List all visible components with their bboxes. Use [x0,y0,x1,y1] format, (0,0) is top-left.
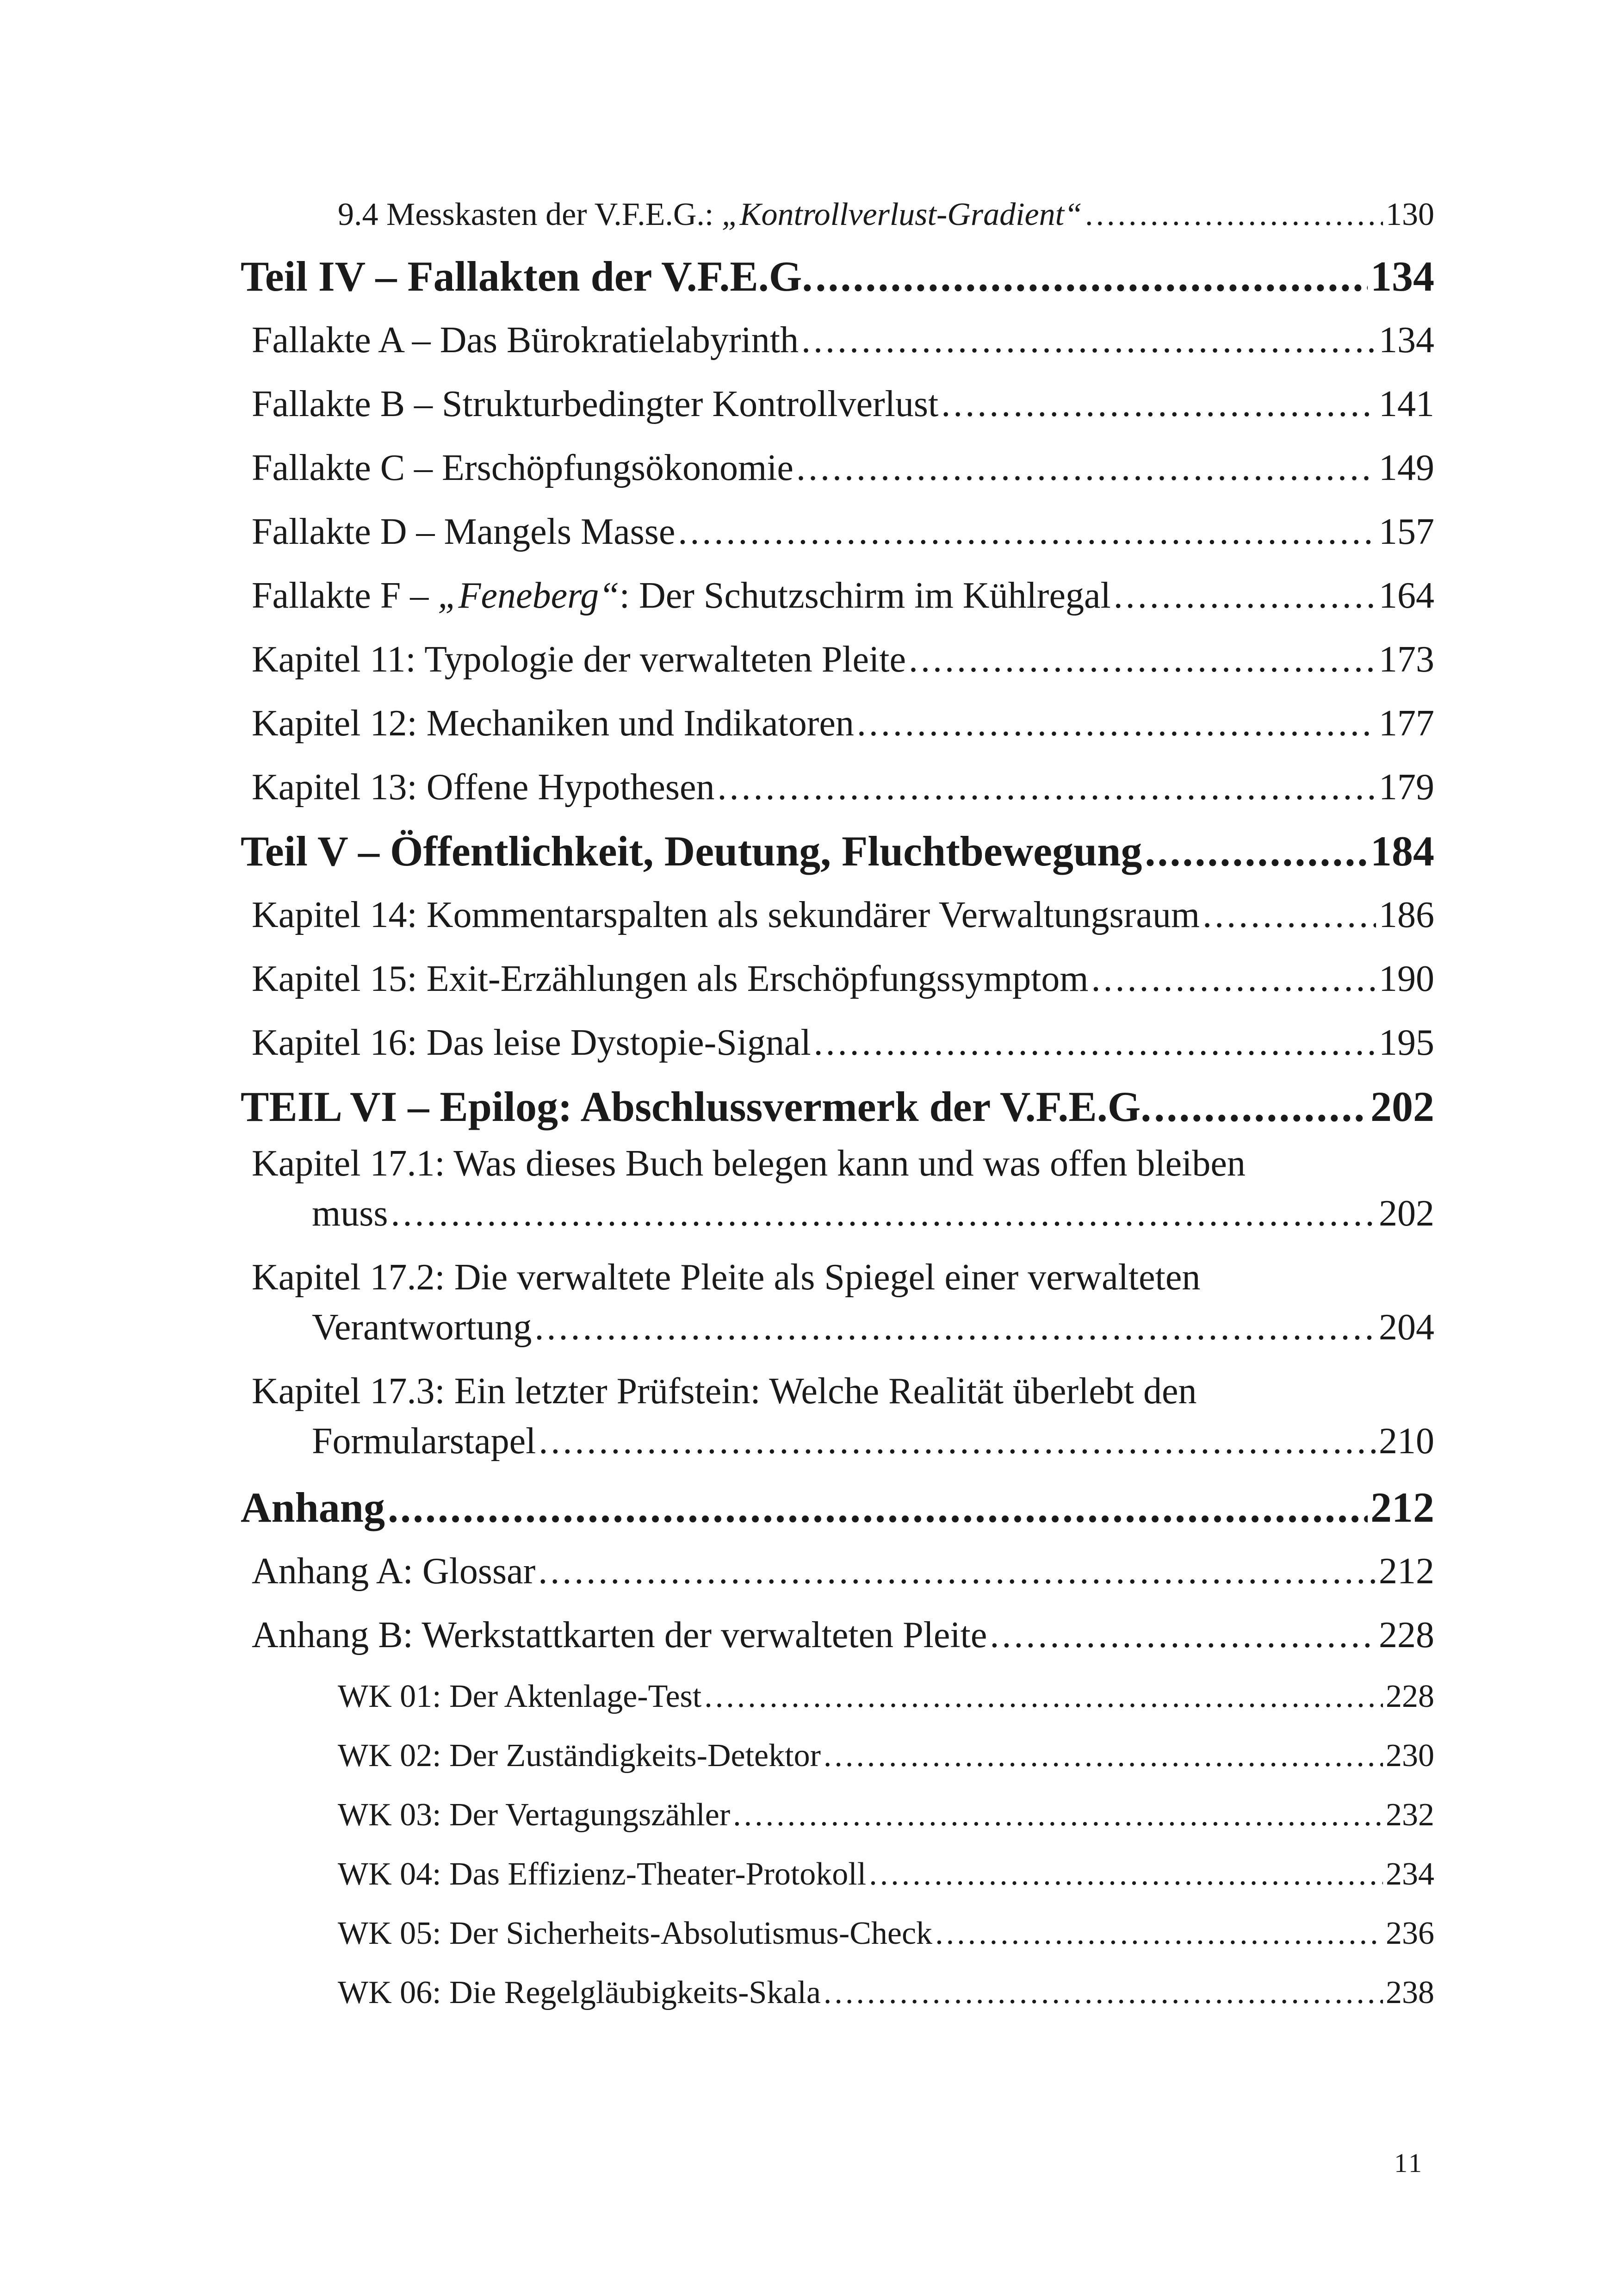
toc-page-number: 184 [1370,828,1434,875]
toc-page-number: 210 [1379,1421,1434,1462]
toc-page-number: 204 [1379,1307,1434,1348]
toc-page-number: 186 [1379,895,1434,935]
page-number: 11 [1394,2148,1424,2178]
toc-entry-fallakte-c[interactable] [241,436,1434,500]
toc-leader-dots [733,1786,1383,1845]
toc-page-number: 134 [1379,320,1434,361]
toc-leader-dots [869,1845,1383,1904]
toc-page-number: 212 [1370,1484,1434,1531]
toc-leader-dots [857,691,1376,755]
toc-entry-label: Kapitel 14: Kommentarspalten als sekundärer Verwaltungsraum [252,895,1200,935]
toc-page-number: 202 [1370,1083,1434,1130]
toc-entry-label: Teil V – Öffentlichkeit, Deutung, Fluchtbewegung [241,828,1142,875]
toc-entry-9-4[interactable] [241,185,1434,244]
toc-entry-label: WK 05: Der Sicherheits-Absolutismus-Check [338,1916,933,1951]
toc-entry-label-line2: Verantwortung [312,1307,532,1348]
toc-entry-label: WK 03: Der Vertagungszähler [338,1797,731,1833]
toc-entry-label: WK 06: Die Regelgläubigkeits-Skala [338,1975,821,2010]
toc-entry-label-line2: Formularstapel [312,1421,536,1462]
toc-page-number: 164 [1379,575,1434,616]
toc-page-number: 173 [1379,639,1434,680]
toc-entry-anhang-a[interactable] [241,1539,1434,1603]
toc-entry-kapitel-11[interactable] [241,628,1434,691]
toc-entry-label: TEIL VI – Epilog: Abschlussvermerk der V.F.E.G. [241,1083,1152,1130]
toc-page-number: 228 [1379,1615,1434,1655]
toc-entry-label-line2: muss [312,1193,388,1234]
toc-entry-label: WK 04: Das Effizienz-Theater-Protokoll [338,1856,867,1892]
toc-entry-label: Kapitel 13: Offene Hypothesen [252,767,715,808]
toc-entry-anhang-b[interactable] [241,1603,1434,1667]
toc-leader-dots [1203,883,1376,947]
toc-entry-fallakte-f[interactable] [241,564,1434,628]
toc-page-number: 134 [1370,253,1434,300]
toc-page-number: 228 [1386,1679,1434,1714]
toc-leader-dots [814,1011,1376,1075]
toc-leader-dots [824,1963,1383,2022]
toc-page-number: 238 [1386,1975,1434,2010]
toc-page-number: 236 [1386,1916,1434,1951]
toc-entry-kapitel-15[interactable] [241,947,1434,1011]
toc-entry-label: Fallakte D – Mangels Masse [252,511,676,552]
toc-leader-dots [704,1667,1383,1726]
toc-entry-label: Fallakte B – Strukturbedingter Kontrollverlust [252,384,939,424]
toc-entry-wk-01[interactable] [241,1667,1434,1726]
toc-entry-fallakte-a[interactable] [241,308,1434,372]
toc-entry-kapitel-14[interactable] [241,883,1434,947]
toc-page-number: 141 [1379,384,1434,424]
toc-entry-wk-05[interactable] [241,1904,1434,1963]
toc-entry-kapitel-17-1[interactable] [241,1139,1434,1238]
toc-part-teil-v[interactable] [241,819,1434,883]
toc-leader-dots [391,1188,1376,1238]
toc-page-number: 190 [1379,958,1434,999]
toc-leader-dots [815,244,1368,308]
toc-entry-wk-02[interactable] [241,1726,1434,1786]
toc-entry-kapitel-17-3[interactable] [241,1366,1434,1466]
toc-entry-fallakte-b[interactable] [241,372,1434,436]
toc-entry-label: Kapitel 15: Exit-Erzählungen als Erschöpfungssymptom [252,958,1089,999]
toc-entry-label: Teil IV – Fallakten der V.F.E.G. [241,253,813,300]
toc-entry-label: Anhang B: Werkstattkarten der verwalteten Pleite [252,1615,987,1655]
toc-entry-wk-03[interactable] [241,1786,1434,1845]
toc-leader-dots [796,436,1376,500]
toc-entry-label: Kapitel 16: Das leise Dystopie-Signal [252,1022,811,1063]
toc-entry-kapitel-16[interactable] [241,1011,1434,1075]
toc-entry-label: Kapitel 12: Mechaniken und Indikatoren [252,703,854,744]
toc-entry-label: Fallakte C – Erschöpfungsökonomie [252,448,794,488]
toc-entry-label: Anhang A: Glossar [252,1551,536,1592]
toc-entry-label: Anhang [241,1484,385,1531]
toc-entry-wk-06[interactable] [241,1963,1434,2022]
toc-entry-label: WK 01: Der Aktenlage-Test [338,1679,702,1714]
toc-leader-dots [538,1539,1376,1603]
toc-leader-dots [678,500,1376,564]
toc-page-number: 179 [1379,767,1434,808]
toc-entry-kapitel-13[interactable] [241,755,1434,819]
toc-entry-label: Fallakte F – „Feneberg“: Der Schutzschirm im Kühlregal [252,575,1111,616]
toc-page-number: 232 [1386,1797,1434,1833]
toc-leader-dots [1154,1075,1368,1139]
toc-page-number: 157 [1379,511,1434,552]
toc-leader-dots [941,372,1376,436]
toc-leader-dots [539,1416,1376,1466]
toc-leader-dots [717,755,1376,819]
toc-entry-kapitel-17-2[interactable] [241,1252,1434,1352]
toc-leader-dots [1114,564,1376,628]
toc-leader-dots [909,628,1376,691]
toc-entry-label-line1: Kapitel 17.1: Was dieses Buch belegen kann und was offen bleiben [252,1143,1246,1184]
toc-page-number: 230 [1386,1738,1434,1773]
table-of-contents [241,185,1434,2022]
toc-entry-label: 9.4 Messkasten der V.F.E.G.: „Kontrollverlust-Gradient“ [338,197,1082,232]
toc-entry-label: Kapitel 11: Typologie der verwalteten Pleite [252,639,906,680]
toc-leader-dots [824,1726,1383,1786]
toc-page-number: 212 [1379,1551,1434,1592]
toc-entry-label-line1: Kapitel 17.2: Die verwaltete Pleite als Spiegel einer verwalteten [252,1257,1201,1298]
toc-page-number: 234 [1386,1856,1434,1892]
toc-entry-wk-04[interactable] [241,1845,1434,1904]
toc-entry-kapitel-12[interactable] [241,691,1434,755]
toc-leader-dots [1145,819,1368,883]
toc-leader-dots [990,1603,1376,1667]
toc-leader-dots [1091,947,1376,1011]
toc-part-teil-iv[interactable] [241,244,1434,308]
toc-entry-fallakte-d[interactable] [241,500,1434,564]
toc-page-number: 130 [1386,197,1434,232]
toc-leader-dots [534,1302,1376,1352]
toc-entry-label-line1: Kapitel 17.3: Ein letzter Prüfstein: Welche Realität überlebt den [252,1371,1197,1412]
toc-part-anhang[interactable] [241,1475,1434,1539]
toc-leader-dots [935,1904,1383,1963]
toc-entry-label: Fallakte A – Das Bürokratielabyrinth [252,320,799,361]
toc-part-teil-vi[interactable] [241,1075,1434,1139]
toc-leader-dots [1085,185,1383,244]
toc-page-number: 202 [1379,1193,1434,1234]
toc-page-number: 149 [1379,448,1434,488]
toc-entry-label: WK 02: Der Zuständigkeits-Detektor [338,1738,821,1773]
toc-page-number: 195 [1379,1022,1434,1063]
toc-leader-dots [388,1475,1368,1539]
toc-leader-dots [801,308,1376,372]
toc-page-number: 177 [1379,703,1434,744]
